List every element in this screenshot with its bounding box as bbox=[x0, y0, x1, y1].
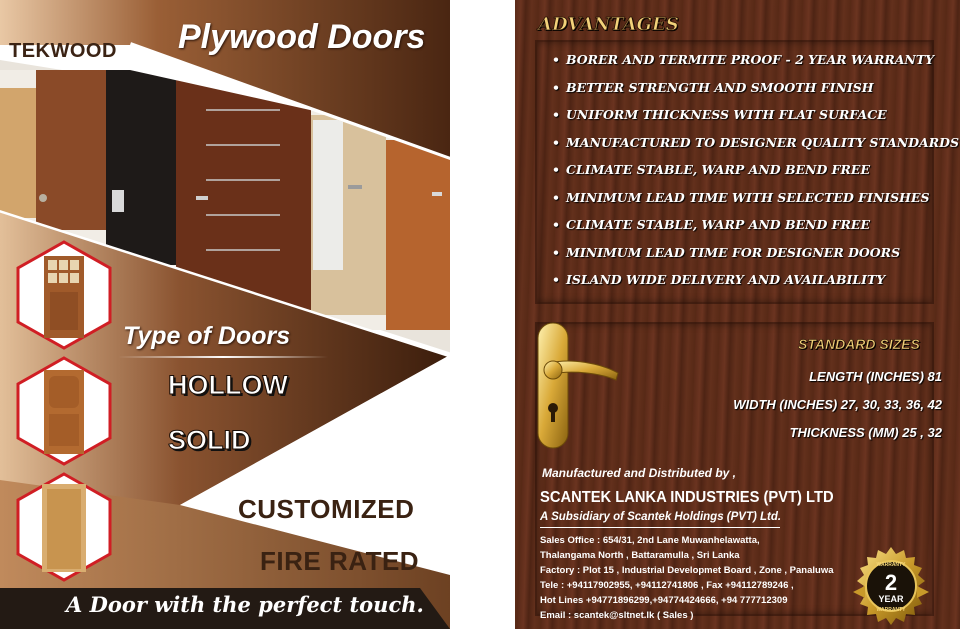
manufacturer-intro: Manufactured and Distributed by , bbox=[542, 466, 737, 480]
contact-line: Sales Office : 654/31, 2nd Lane Muwanhelawatta, bbox=[540, 535, 760, 546]
hexagon-door-panel bbox=[18, 358, 110, 464]
advantage-item: • BORER AND TERMITE PROOF - 2 YEAR WARRANTY bbox=[552, 52, 959, 80]
company-subsidiary: A Subsidiary of Scantek Holdings (PVT) Ltd. bbox=[540, 511, 782, 523]
badge-word: YEAR bbox=[878, 594, 904, 604]
contact-line: Hot Lines +94771896299,+94774424666, +94 777712309 bbox=[540, 595, 788, 606]
advantage-item: • CLIMATE STABLE, WARP AND BEND FREE bbox=[552, 217, 959, 245]
door-grooved bbox=[176, 70, 311, 310]
subsidiary-underline bbox=[540, 527, 780, 528]
door-types-heading: Type of Doors bbox=[123, 322, 291, 350]
type-solid: SOLID bbox=[168, 425, 251, 455]
tagline: A Door with the perfect touch. bbox=[66, 592, 424, 617]
contact-line: Thalangama North , Battaramulla , Sri Lanka bbox=[540, 550, 740, 561]
contact-line: Factory : Plot 15 , Industrial Developmet Board , Zone , Panaluwa bbox=[540, 565, 834, 576]
advantage-item: • MINIMUM LEAD TIME WITH SELECTED FINISHES bbox=[552, 190, 959, 218]
heading-underline bbox=[118, 356, 328, 358]
size-length: LENGTH (INCHES) 81 bbox=[809, 369, 942, 384]
hexagon-door-window bbox=[18, 242, 110, 348]
advantages-heading: ADVANTAGES bbox=[538, 14, 679, 35]
hexagon-door-flush bbox=[18, 474, 110, 580]
door-teak bbox=[36, 70, 106, 230]
left-panel bbox=[0, 0, 450, 629]
standard-sizes-heading: STANDARD SIZES bbox=[798, 336, 920, 352]
type-customized: CUSTOMIZED bbox=[238, 494, 415, 524]
brand-logo: TEKWOOD bbox=[9, 40, 117, 62]
contact-line: Tele : +94117902955, +94112741806 , Fax +94112789246 , bbox=[540, 580, 794, 591]
advantage-item: • ISLAND WIDE DELIVERY AND AVAILABILITY bbox=[552, 272, 959, 300]
door-type-gallery bbox=[14, 240, 114, 590]
badge-number: 2 bbox=[884, 570, 898, 595]
door-orange bbox=[386, 140, 450, 330]
advantage-item: • MANUFACTURED TO DESIGNER QUALITY STANDARDS bbox=[552, 135, 959, 163]
advantage-item: • CLIMATE STABLE, WARP AND BEND FREE bbox=[552, 162, 959, 190]
contact-line: Email : scantek@sltnet.lk ( Sales ) bbox=[540, 610, 694, 621]
page-title: Plywood Doors bbox=[178, 18, 426, 56]
badge-top: WARRANTY bbox=[876, 562, 906, 568]
warranty-badge bbox=[851, 546, 931, 626]
company-name: SCANTEK LANKA INDUSTRIES (PVT) LTD bbox=[540, 489, 834, 506]
advantages-list bbox=[552, 52, 959, 300]
type-hollow: HOLLOW bbox=[168, 370, 288, 400]
door-light-oak bbox=[0, 88, 36, 218]
advantage-item: • MINIMUM LEAD TIME FOR DESIGNER DOORS bbox=[552, 245, 959, 273]
advantage-item: • BETTER STRENGTH AND SMOOTH FINISH bbox=[552, 80, 959, 108]
size-width: WIDTH (INCHES) 27, 30, 33, 36, 42 bbox=[733, 397, 942, 412]
door-dark bbox=[106, 70, 176, 265]
advantage-item: • UNIFORM THICKNESS WITH FLAT SURFACE bbox=[552, 107, 959, 135]
type-fire-rated: FIRE RATED bbox=[260, 546, 420, 576]
door-handle-image bbox=[530, 318, 630, 453]
badge-bottom: WARRANTY bbox=[876, 607, 906, 613]
size-thickness: THICKNESS (MM) 25 , 32 bbox=[789, 425, 942, 440]
